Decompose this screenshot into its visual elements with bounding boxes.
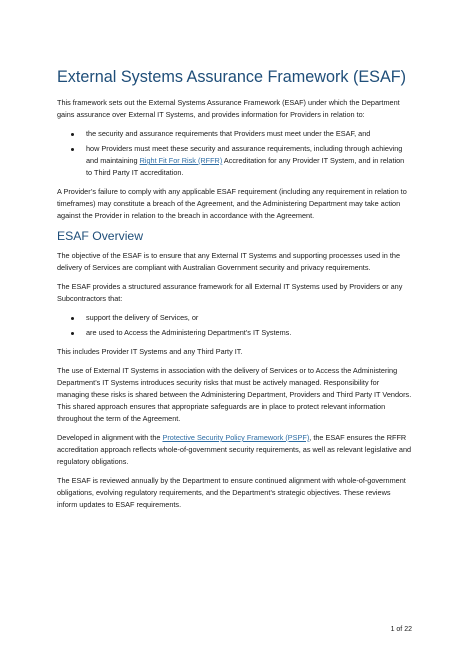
pspf-link[interactable]: Protective Security Policy Framework (PSPF) <box>162 433 310 442</box>
pspf-paragraph <box>57 432 412 468</box>
overview-bullet-list <box>57 312 412 339</box>
list-item <box>86 143 412 179</box>
paragraph-text: Developed in alignment with the <box>57 433 163 442</box>
intro-bullet-list <box>57 128 412 179</box>
page-title: External Systems Assurance Framework (ESAF) <box>57 68 407 86</box>
breach-paragraph: A Provider’s failure to comply with any applicable ESAF requirement (including any requirement in relation to timeframes) may constitute a breach of the Agreement, and the Administering Department may take action against the Provider in relation to the breach in accordance with the Agreement. <box>57 187 407 220</box>
list-item: support the delivery of Services, or <box>86 312 412 324</box>
document-page <box>57 68 412 518</box>
risk-paragraph: The use of External IT Systems in association with the delivery of Services or to Access the Administering Department’s IT Systems introduces security risks that must be actively managed. Responsibility for managing these risks is shared between the Administering Department, Providers and Third Party IT Vendors. This shared approach ensures that appropriate safeguards are in place to protect relevant information throughout the term of the Agreement. <box>57 366 412 423</box>
list-item-text: Accreditation for any Provider IT System, and in relation to Third Party IT accreditation. <box>86 156 405 177</box>
framework-paragraph: The ESAF provides a structured assurance framework for all External IT Systems used by Providers or any Subcontractors that: <box>57 282 403 303</box>
list-item: are used to Access the Administering Department’s IT Systems. <box>86 327 412 339</box>
intro-paragraph: This framework sets out the External Systems Assurance Framework (ESAF) under which the Department gains assurance over External IT Systems, and provides information for Providers in relation to: <box>57 98 400 119</box>
paragraph-text: , the ESAF ensures the RFFR accreditation approach reflects whole-of-government security requirements, as well as relevant legislative and regulatory obligations. <box>57 433 412 466</box>
list-item: the security and assurance requirements that Providers must meet under the ESAF, and <box>86 128 412 140</box>
section-heading: ESAF Overview <box>57 229 144 243</box>
includes-paragraph: This includes Provider IT Systems and any Third Party IT. <box>57 347 243 356</box>
rffr-link[interactable]: Right Fit For Risk (RFFR) <box>139 156 223 165</box>
list-item-text: how Providers must meet these security and assurance requirements, including through achieving and maintaining <box>86 144 403 165</box>
review-paragraph: The ESAF is reviewed annually by the Department to ensure continued alignment with whole-of-government obligations, evolving regulatory requirements, and the Department’s strategic objectives. These reviews inform updates to ESAF requirements. <box>57 476 406 509</box>
objective-paragraph: The objective of the ESAF is to ensure that any External IT Systems and supporting processes used in the delivery of Services are compliant with Australian Government security and privacy requirements. <box>57 251 401 272</box>
page-number: 1 of 22 <box>390 626 412 633</box>
